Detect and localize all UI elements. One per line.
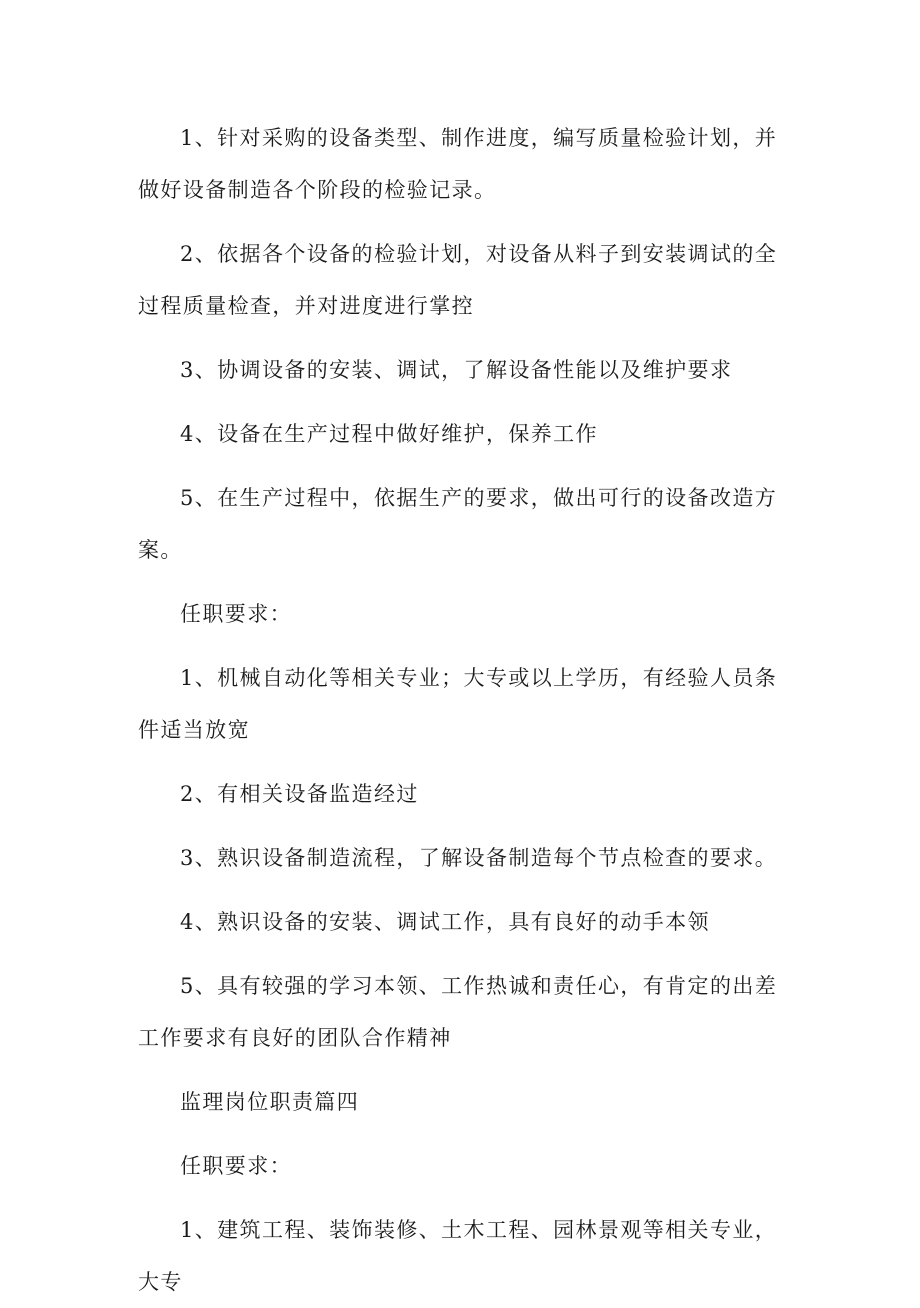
- paragraph-2: 2、依据各个设备的检验计划，对设备从料子到安装调试的全过程质量检查，并对进度进行掌控: [138, 242, 778, 318]
- paragraph-11: 5、具有较强的学习本领、工作热诚和责任心，有肯定的出差工作要求有良好的团队合作精神: [138, 974, 778, 1050]
- paragraph-9: 3、熟识设备制造流程，了解设备制造每个节点检查的要求。: [180, 846, 778, 870]
- section-heading-requirements-2: 任职要求：: [180, 1154, 292, 1178]
- paragraph-4: 4、设备在生产过程中做好维护，保养工作: [180, 422, 598, 446]
- paragraph-8: 2、有相关设备监造经过: [180, 782, 419, 806]
- document-body: [138, 112, 794, 1308]
- section-heading-requirements: 任职要求：: [180, 602, 292, 626]
- paragraph-14: 1、建筑工程、装饰装修、土木工程、园林景观等相关专业，大专: [138, 1218, 778, 1294]
- paragraph-1: 1、针对采购的设备类型、制作进度，编写质量检验计划，并做好设备制造各个阶段的检验记录。: [138, 126, 778, 202]
- paragraph-10: 4、熟识设备的安装、调试工作，具有良好的动手本领: [180, 910, 710, 934]
- paragraph-5: 5、在生产过程中，依据生产的要求，做出可行的设备改造方案。: [138, 486, 778, 562]
- section-title: 监理岗位职责篇四: [180, 1090, 360, 1114]
- paragraph-3: 3、协调设备的安装、调试，了解设备性能以及维护要求: [180, 358, 733, 382]
- paragraph-7: 1、机械自动化等相关专业；大专或以上学历，有经验人员条件适当放宽: [138, 666, 778, 742]
